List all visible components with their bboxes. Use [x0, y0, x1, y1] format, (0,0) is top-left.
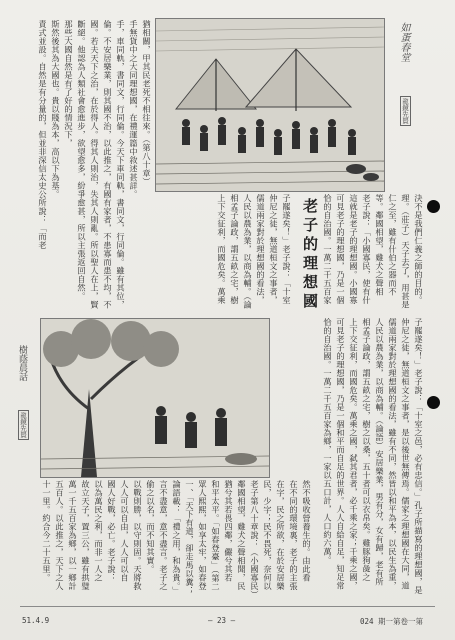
text-column-c9: 子罷遂矣！」老子說：「十室: [282, 194, 292, 305]
top-illustration: [155, 18, 385, 192]
text-column-c11: 儒道兩家對於理想國的看法，: [256, 194, 266, 305]
text-column-l9: 責式並設。自然是有分量的，但並非深信太史公所說：「而老: [38, 20, 48, 250]
text-column-b8: 和平太平。「如春登臺」（第二: [211, 480, 221, 591]
text-column-c7-right: 可見老子的理想國，乃是一個和平而自足的世界。人人自給自足，知足常: [336, 318, 346, 590]
text-column-c13-right: 相孟子論政，謂五畝之宅，樹之以桑，五十者可以衣帛矣。雞豚狗彘之: [362, 318, 372, 582]
text-column-c13: 相孟子論政，謂五畝之宅，樹: [230, 194, 240, 305]
text-column-c9-right: 子罷遂矣！」老子說：「十室之邑，必有忠信。」孔子所描寫的理想國，是: [414, 318, 424, 595]
text-column-c2: 理。（莊子）天子去了，用甚是: [401, 194, 411, 309]
text-column-l2: 手無貨中之大同理想國，在禮運篇中敘述甚詳。: [129, 20, 139, 199]
text-column-b4: 民，少字；民不畏死，奈何以: [263, 480, 273, 591]
text-column-b16: 國人好戰，必亡。老子說：: [107, 480, 117, 582]
bottom-illustration-stamp: 龍鏡先賢: [19, 412, 27, 438]
text-column-b15: 人人可以自由，人人可以自: [120, 480, 130, 582]
text-column-c3: 仁之至，雖有什伯之器而不: [388, 194, 398, 296]
footer-rule: [20, 606, 435, 607]
text-column-c10: 仲尼之徒，無道桓文之事者，: [269, 194, 279, 305]
tree-scene-drawing: [41, 319, 269, 477]
text-column-l1: 猶相關，甲其民老死不相往來。（第八十章）: [142, 20, 152, 186]
text-column-c7: 可見老子的理想國，乃是一個: [336, 194, 346, 305]
text-column-b19: 萬一千五百家為鄉，以一鄉計: [68, 480, 78, 591]
text-column-b9: 眾人熙熙，如享太牢，如春登: [198, 480, 208, 591]
text-column-c11-right: 儒道兩家對於理想國的看法，雖有不同，然皆以和平為本，以民生為重，: [388, 318, 398, 590]
text-column-l3: 手，車同軌，書同文，行同倫。今天下車同軌，書同文，行同倫。雖有其位，: [116, 20, 126, 309]
top-illustration-stamp: 龍鏡先賢: [401, 98, 409, 124]
text-column-c6: 這就是老子的理想國。小國寡: [349, 194, 359, 305]
text-column-b3: 在字，民之所欲，在於安居樂: [276, 480, 286, 591]
text-column-c4: 等。鄰國相望，雞犬之聲相: [375, 194, 385, 296]
text-column-c12: 人民以農為業，以商為輔。（論: [243, 194, 253, 309]
text-column-c14-right: 上下交征利，而國危矣。萬乘之國，弑其君者，必千乘之家；千乘之國，: [349, 318, 359, 590]
text-column-b17: 以為萬民之利，而非一人之: [94, 480, 104, 582]
text-column-b18: 故立天子，置三公，雖有拱璧: [81, 480, 91, 591]
text-column-l8: 斯然後其為大國也。貴以賤為本，高以下為基。: [51, 20, 61, 199]
bottom-illustration-caption: 樹蔭晨話: [17, 345, 27, 381]
text-column-c5: 老子說：「小國寡民，使有什: [362, 194, 372, 305]
section-title: 老子的理想國: [301, 198, 319, 312]
text-column-b12: 言不盡意，意不盡言。老子之: [159, 480, 169, 591]
text-column-b20: 五百人。以此推之，天下之人: [55, 480, 65, 591]
text-column-c8-right: 恰的自治國。一萬二千五百家為鄉，一家以五口計，人口約六萬。: [323, 318, 333, 565]
text-column-l7: 那些大國自然是有了好的情況下，: [64, 20, 74, 148]
footer-page-number: — 23 —: [208, 616, 236, 625]
text-column-b5: 老子第八十章說：（小國寡民）: [250, 480, 260, 595]
text-column-l5: 國。若夫天下之治，在於得人。得其人則治，失其人則亂。所以聖人在上，賢: [90, 20, 100, 309]
text-column-b1: 然不吸收營養生的。由此看: [302, 480, 312, 582]
text-column-b10: 一、「天下有道，卻走馬以糞；: [185, 480, 195, 595]
market-scene-drawing: [156, 19, 384, 191]
text-column-c14: 上下交征利，而國危矣。萬乘: [217, 194, 227, 305]
footer-date: 51.4.9: [22, 616, 50, 625]
text-column-l4: 倫。不安居樂業，則其國不治，以此推之，有國有家者，不患寡而患不均，不: [103, 20, 113, 309]
text-column-c1: 決不是我們仁義之師的目的。: [414, 194, 424, 305]
top-illustration-signature: 如蛋春堂: [398, 22, 409, 62]
text-column-l6: 斷絕。他認為人類社會愈進步，欲望愈多，紛爭愈甚，所以主張返回自然。: [77, 20, 87, 301]
text-column-b11: 論語載：「禮之用，和為貴。」: [172, 480, 182, 595]
text-column-b21: 十一里。約合今二十五里。: [42, 480, 52, 582]
text-column-c12-right: 人民以農為業，以商為輔。（論語）安居樂業，男有分，女有歸，老有所: [375, 318, 385, 586]
bottom-illustration: [40, 318, 270, 478]
text-column-b7: 猶兮其若畏四鄰，儼兮其若: [224, 480, 234, 582]
binder-hole-bottom: [427, 396, 440, 409]
text-column-b2: 在不同的環境裏，老子的主張: [289, 480, 299, 591]
text-column-b6: 鄰國相望，雞犬之聲相聞，民: [237, 480, 247, 591]
binder-hole-top: [427, 200, 440, 213]
text-column-c10-right: 仲尼之徒，無道桓文之事者，是以後世無傳焉。儒家之理想國在大同，道: [401, 318, 411, 590]
footer-issue: 024 期一第卷一第: [360, 617, 424, 626]
text-column-b14: 以戰則勝，以守則固。天將救: [133, 480, 143, 591]
text-column-c8: 恰的自治國。一萬二千五百家: [323, 194, 333, 305]
text-column-b13: 偷之以名，而不知其實。: [146, 480, 156, 574]
